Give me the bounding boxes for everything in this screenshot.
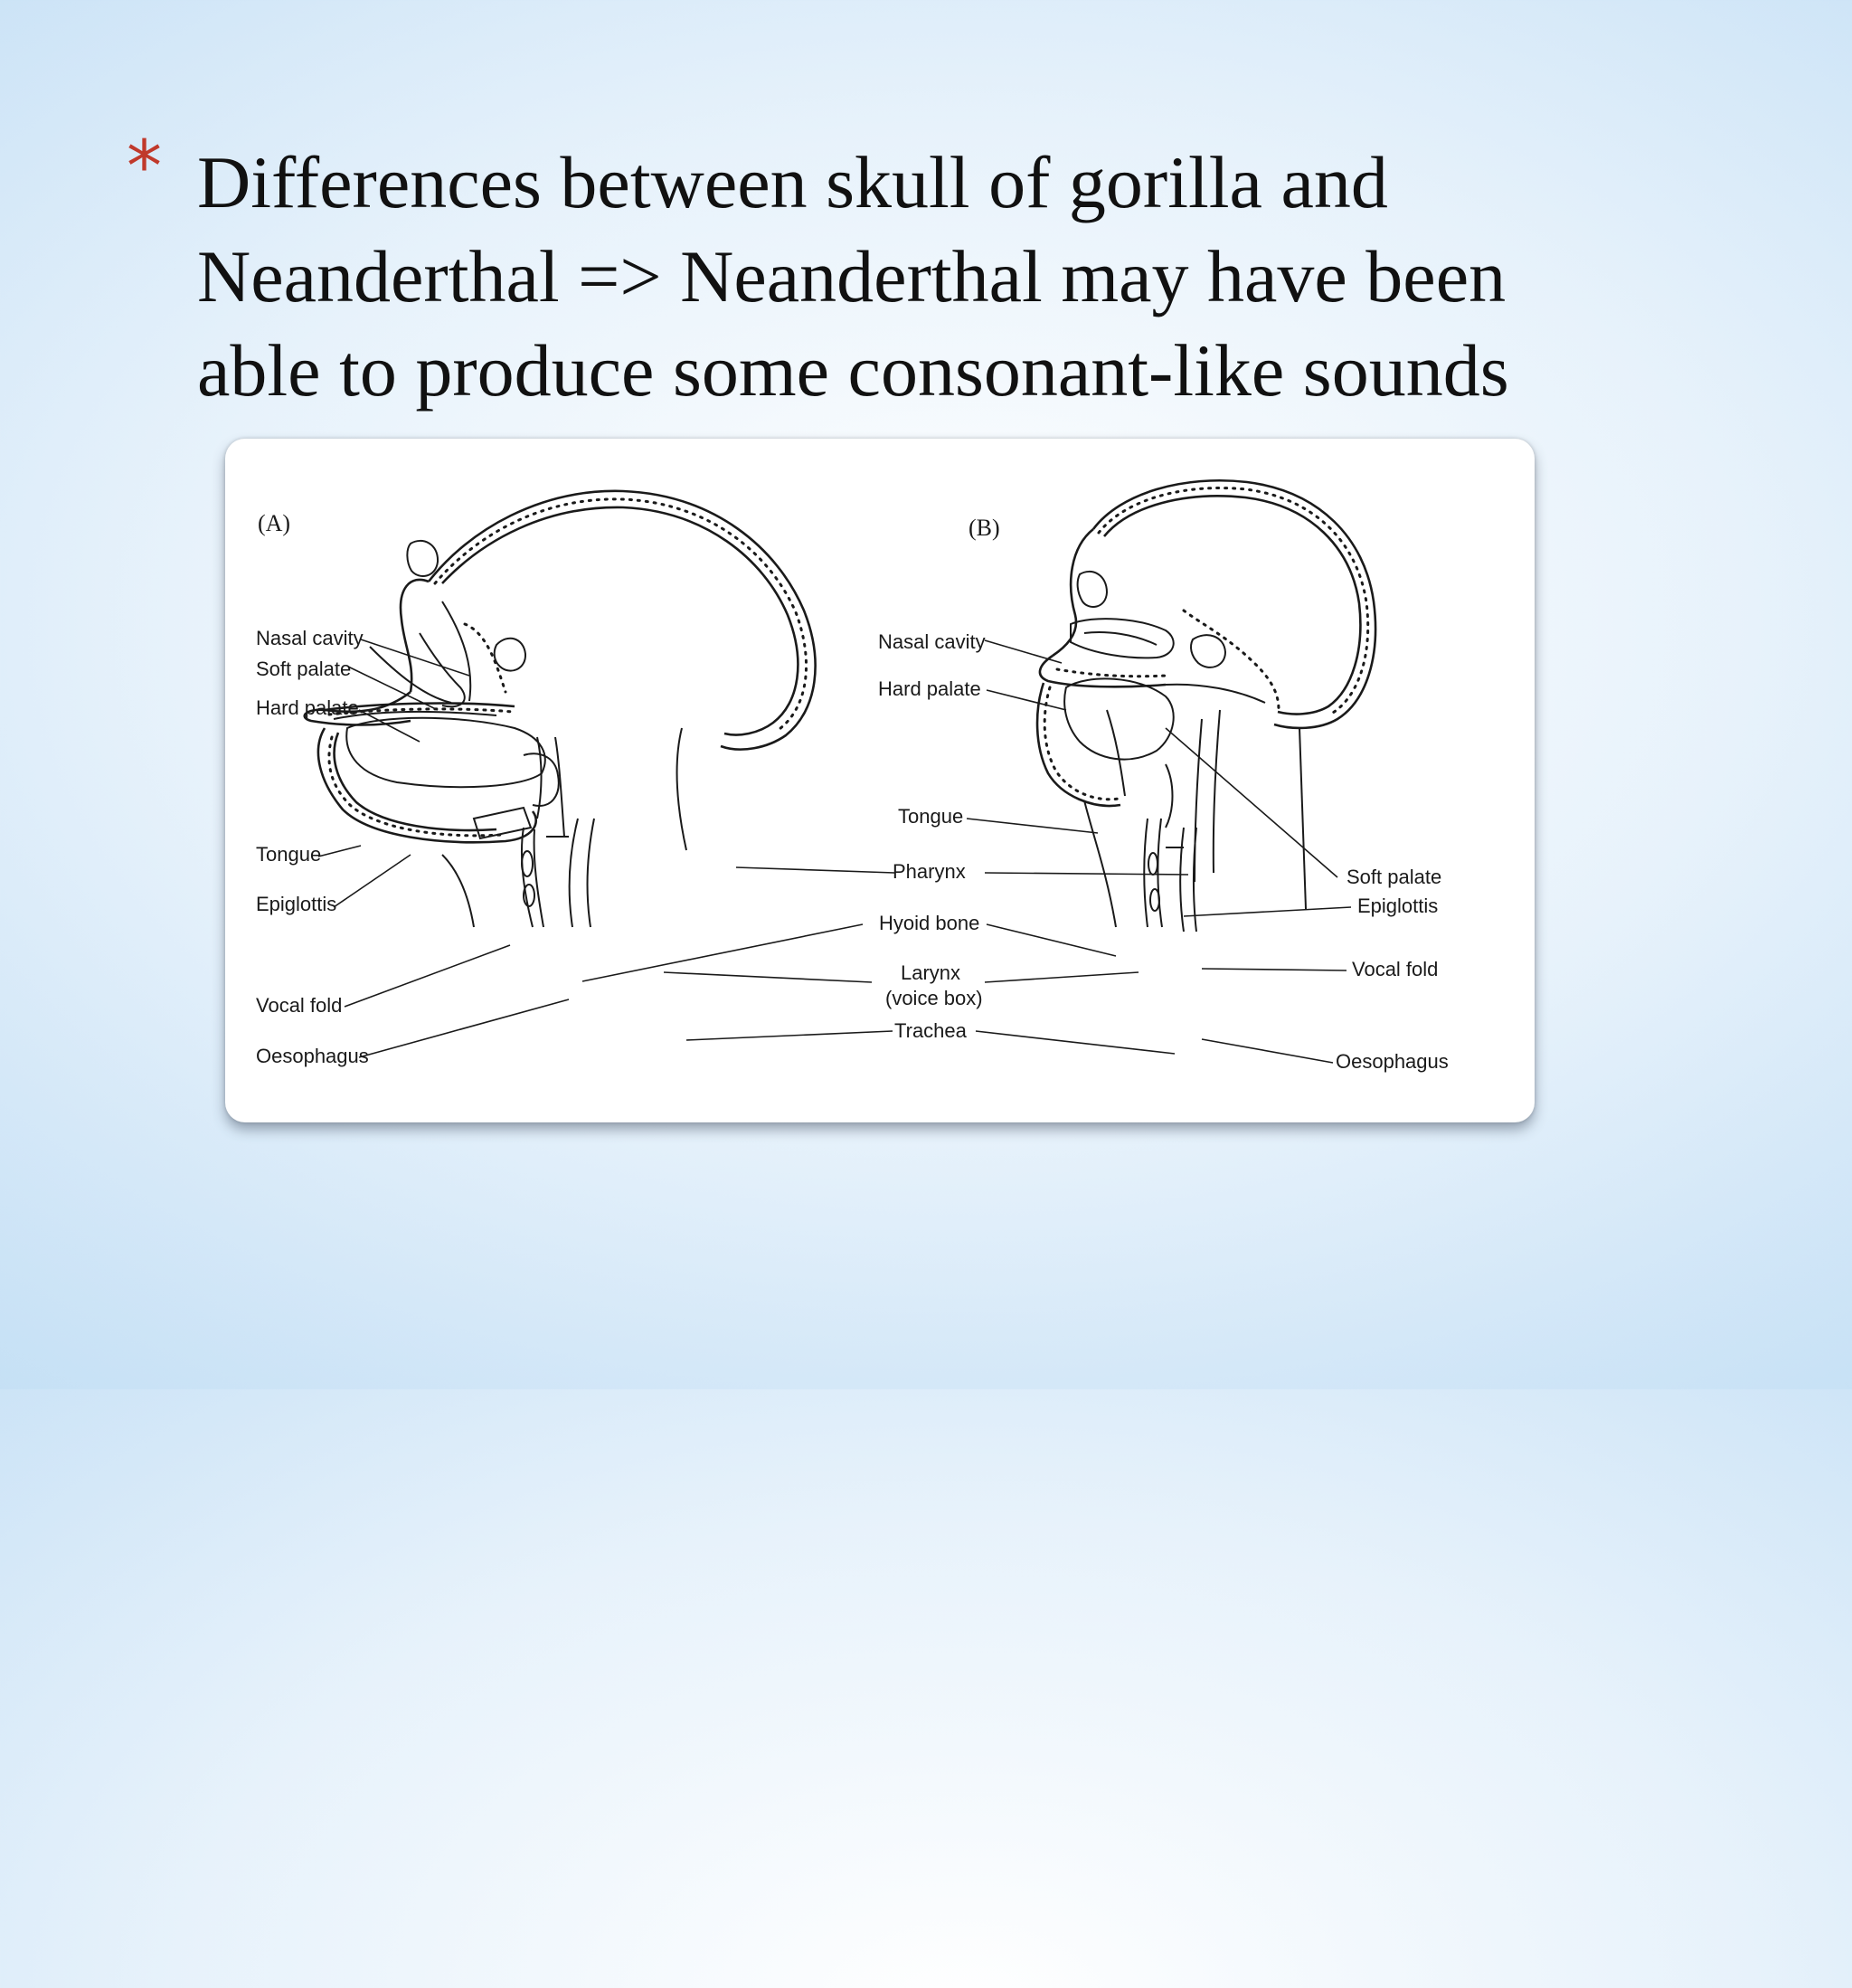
label-larynx: Larynx: [901, 1443, 961, 1465]
label-larynx-sub: (voice box): [885, 1417, 983, 1440]
panel-a-drawing: [305, 1500, 816, 1936]
label-b-nasal-cavity: Nasal cavity: [878, 630, 986, 653]
bullet-line-3: able to produce some consonant-like sounds: [197, 329, 1509, 412]
panel-b-labels: [878, 1354, 1449, 1796]
label-hyoid-bone: Hyoid bone: [879, 912, 980, 934]
label-a-soft-palate: Soft palate: [256, 1747, 352, 1769]
label-a-vocal-fold: Vocal fold: [256, 994, 343, 1017]
panel-b-drawing: [1037, 480, 1375, 932]
label-trachea: Trachea: [894, 1385, 967, 1407]
label-b-vocal-fold: Vocal fold: [1352, 1446, 1439, 1469]
bullet-point: [127, 127, 1754, 418]
label-pharynx: Pharynx: [893, 860, 966, 883]
label-b-hard-palate: Hard palate: [878, 1727, 981, 1749]
panel-labels: [258, 1886, 1000, 1917]
label-larynx-sub: (voice box): [885, 987, 983, 1009]
bullet-asterisk-icon: *: [127, 127, 162, 208]
label-b-nasal-cavity: Nasal cavity: [878, 1774, 986, 1796]
label-a-nasal-cavity: Nasal cavity: [256, 627, 364, 649]
bullet-text: [197, 136, 1754, 418]
label-a-oesophagus: Oesophagus: [256, 1359, 369, 1382]
panel-a-label: (A): [258, 1890, 291, 1917]
label-a-hard-palate: Hard palate: [256, 1708, 359, 1730]
label-larynx: Larynx: [901, 961, 961, 984]
panel-b-label: (B): [969, 515, 1000, 541]
figure-reflection: [225, 1141, 1535, 1917]
label-a-epiglottis: Epiglottis: [256, 1511, 337, 1534]
label-a-vocal-fold: Vocal fold: [256, 1410, 343, 1433]
label-b-soft-palate: Soft palate: [1346, 1538, 1442, 1561]
reflected-diagram: [225, 1304, 1535, 1988]
label-b-hard-palate: Hard palate: [878, 677, 981, 700]
vocal-tract-diagram: [225, 439, 1535, 1122]
label-a-epiglottis: Epiglottis: [256, 893, 337, 915]
label-b-soft-palate: Soft palate: [1346, 866, 1442, 888]
leader-lines: [318, 1364, 1351, 1787]
label-b-epiglottis: Epiglottis: [1357, 895, 1439, 917]
shared-labels: [879, 805, 983, 1042]
label-hyoid-bone: Hyoid bone: [879, 1492, 980, 1515]
panel-labels: [258, 510, 1000, 541]
panel-a-labels: [256, 1359, 369, 1800]
label-a-oesophagus: Oesophagus: [256, 1045, 369, 1067]
panel-a-drawing: [305, 491, 816, 927]
label-b-oesophagus: Oesophagus: [1336, 1354, 1449, 1377]
label-b-vocal-fold: Vocal fold: [1352, 958, 1439, 980]
panel-b-drawing: [1037, 1495, 1375, 1946]
label-a-soft-palate: Soft palate: [256, 658, 352, 680]
panel-a-labels: [256, 627, 369, 1067]
label-a-nasal-cavity: Nasal cavity: [256, 1777, 364, 1800]
panel-b-label: (B): [969, 1886, 1000, 1912]
label-trachea: Trachea: [894, 1019, 967, 1042]
label-pharynx: Pharynx: [893, 1544, 966, 1567]
label-a-hard-palate: Hard palate: [256, 696, 359, 719]
label-a-tongue: Tongue: [256, 1561, 322, 1584]
bullet-line-2: Neanderthal => Neanderthal may have been: [197, 235, 1507, 317]
label-tongue: Tongue: [898, 1599, 964, 1622]
panel-a-label: (A): [258, 510, 291, 536]
label-b-oesophagus: Oesophagus: [1336, 1050, 1449, 1073]
label-b-epiglottis: Epiglottis: [1357, 1510, 1439, 1532]
label-tongue: Tongue: [898, 805, 964, 828]
shared-labels: [879, 1385, 983, 1622]
label-a-tongue: Tongue: [256, 843, 322, 866]
bullet-line-1: Differences between skull of gorilla and: [197, 141, 1388, 223]
anatomy-figure: [225, 439, 1535, 1122]
